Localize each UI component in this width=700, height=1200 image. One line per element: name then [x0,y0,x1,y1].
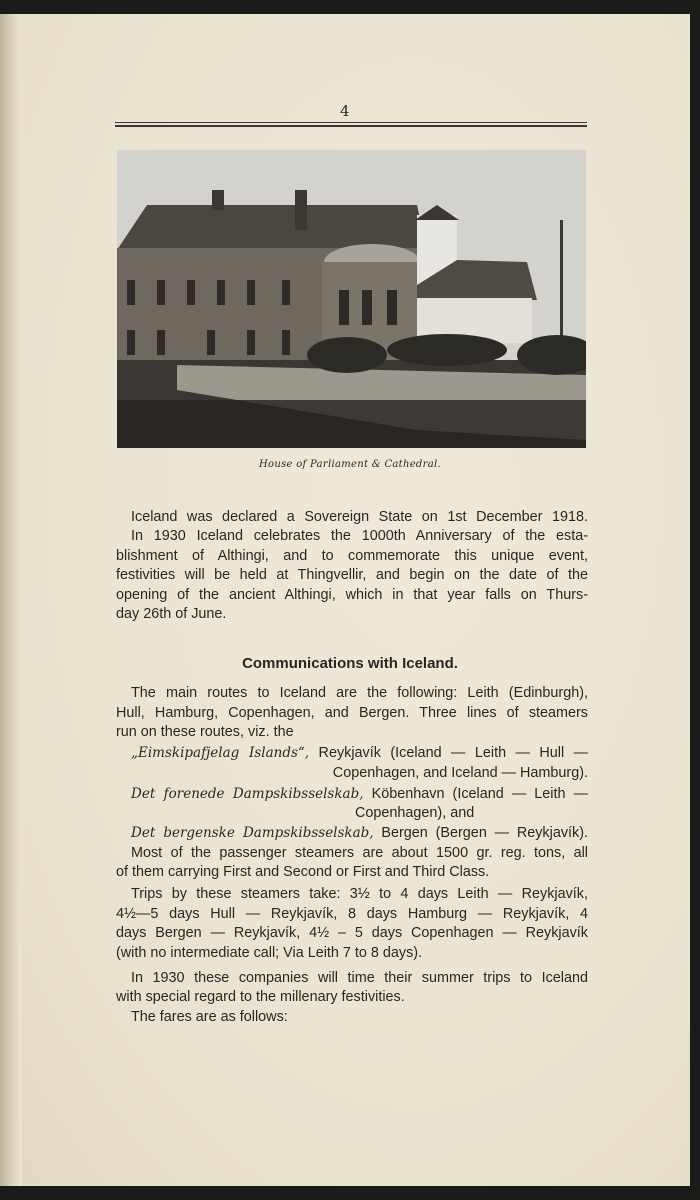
text-line: blishment of Althingi, and to commemorate this unique event, [116,548,588,564]
steamer-line-eimskip [131,744,588,762]
text-line: Hull, Hamburg, Copenhagen, and Bergen. Three lines of steamers [116,705,588,721]
text-line: Iceland was declared a Sovereign State on 1st December 1918. [131,509,588,525]
page-number: 4 [340,102,350,120]
page-fold-shadow [0,14,22,1186]
steamer-line-bergenske [131,824,588,842]
header-rule [115,125,587,127]
route-text: Bergen (Bergen — Reykjavík). [381,825,588,841]
photo-caption: House of Parliament & Cathedral. [259,459,441,470]
company-name: „Eimskipafjelag Islands“, [131,745,310,761]
company-name: Det forenede Dampskibsselskab, [131,786,364,802]
text-line: of them carrying First and Second or First and Third Class. [116,864,490,880]
section-heading: Communications with Iceland. [242,655,458,672]
text-line: day 26th of June. [116,606,227,622]
route-text: Köbenhavn (Iceland — Leith — [371,786,588,802]
text-line: 4½—5 days Hull — Reykjavík, 8 days Hamburg — Reykjavík, 4 [116,906,588,922]
text-line: Copenhagen), and [355,805,475,821]
text-line: days Bergen — Reykjavík, 4½ – 5 days Copenhagen — Reykjavík [116,925,588,941]
text-line: opening of the ancient Althingi, which in that year falls on Thurs- [116,587,588,603]
photo-illustration [117,150,586,448]
company-name: Det bergenske Dampskibsselskab, [131,825,374,841]
text-line: Copenhagen, and Iceland — Hamburg). [332,765,588,781]
text-line: In 1930 Iceland celebrates the 1000th Anniversary of the esta- [131,528,588,544]
text-line: In 1930 these companies will time their summer trips to Iceland [131,970,588,986]
text-line: Trips by these steamers take: 3½ to 4 days Leith — Reykjavík, [131,886,588,902]
header-rule [115,122,587,123]
parliament-cathedral-photo [117,150,586,448]
text-line: The fares are as follows: [131,1009,288,1025]
text-line: festivities will be held at Thingvellir, and begin on the date of the [116,567,588,583]
text-line: run on these routes, viz. the [116,724,294,740]
text-line: The main routes to Iceland are the following: Leith (Edinburgh), [131,685,588,701]
text-line: Most of the passenger steamers are about 1500 gr. reg. tons, all [131,845,588,861]
route-text: Reykjavík (Iceland — Leith — Hull — [318,745,588,761]
text-line: (with no intermediate call; Via Leith 7 to 8 days). [116,945,423,961]
steamer-line-forenede [131,785,588,803]
text-line: with special regard to the millenary festivities. [116,989,405,1005]
